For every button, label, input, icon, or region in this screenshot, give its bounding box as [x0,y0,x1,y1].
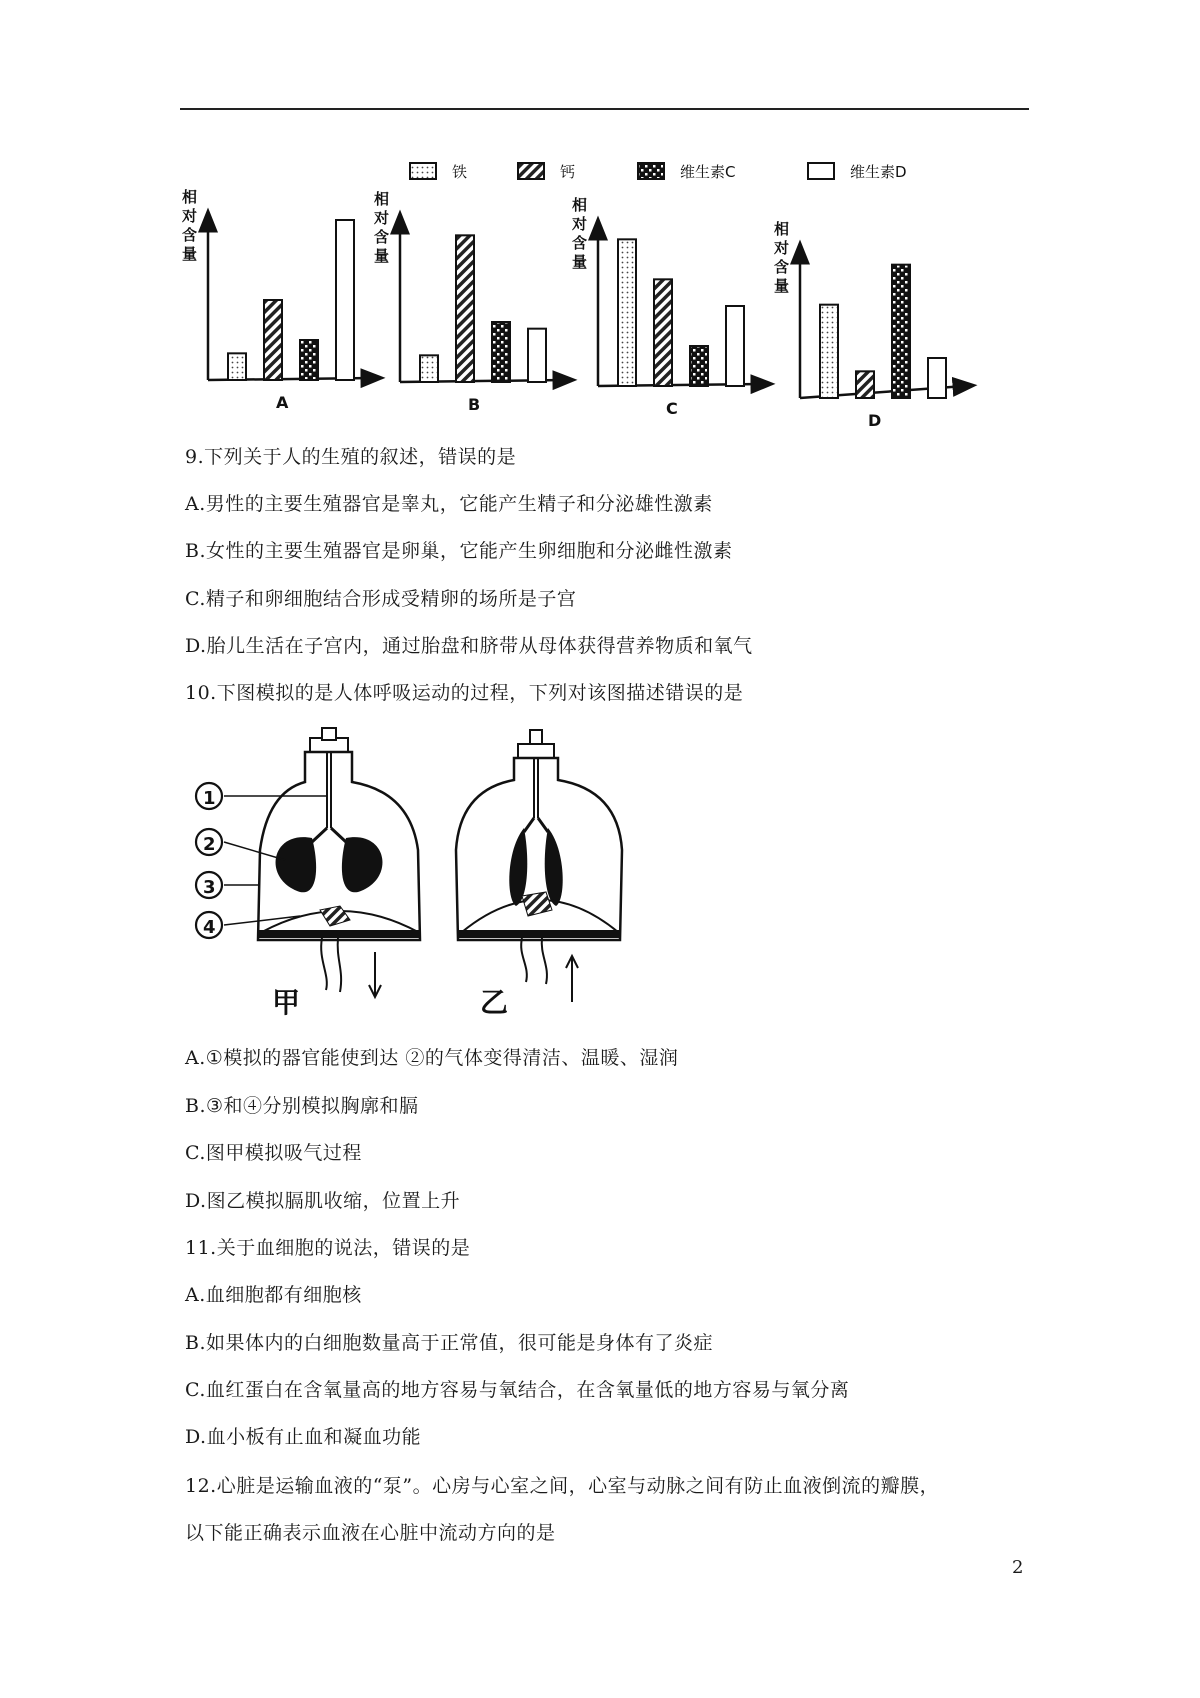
jar-jia [196,728,420,1019]
bar-C-钙 [654,279,672,386]
bar-C-维生素D [726,306,744,386]
bar-A-铁 [228,353,246,380]
chart-panel-C [571,196,763,418]
q9-option-a: A.男性的主要生殖器官是睾丸，它能产生精子和分泌雄性激素 [185,493,713,515]
bar-D-钙 [856,371,874,398]
y-axis-label-char: 对 [572,215,588,233]
bar-B-维生素D [528,329,546,382]
chart-panel-B [373,190,565,414]
legend-swatch-2 [638,163,664,179]
y-axis-label-char: 对 [374,209,390,227]
legend-label-1: 钙 [560,163,576,181]
legend-label-3: 维生素D [850,163,907,181]
y-axis-label-char: 含 [374,228,390,246]
legend-label-0: 铁 [452,163,468,181]
label-1: 1 [203,788,216,809]
bar-B-铁 [420,355,438,382]
bar-D-铁 [820,305,838,398]
chart-panel-D [773,220,965,430]
panel-label-C: C [666,399,678,418]
q11-option-c: C.血红蛋白在含氧量高的地方容易与氧结合，在含氧量低的地方容易与氧分离 [185,1379,850,1401]
bar-D-维生素C [892,265,910,398]
bar-A-维生素C [300,340,318,380]
label-4: 4 [203,917,216,938]
y-axis-label-char: 含 [572,234,588,252]
q10-stem: 10.下图模拟的是人体呼吸运动的过程，下列对该图描述错误的是 [185,682,744,704]
q11-stem: 11.关于血细胞的说法，错误的是 [185,1237,471,1259]
y-axis-label-char: 相 [774,220,790,238]
chart-panel-A [181,188,373,412]
q11-option-a: A.血细胞都有细胞核 [185,1284,362,1306]
caption-yi: 乙 [480,986,509,1019]
y-axis-label-char: 量 [572,253,588,271]
bar-B-钙 [456,235,474,382]
legend-swatch-0 [410,163,436,179]
caption-jia: 甲 [272,986,301,1019]
q10-option-a: A.①模拟的器官能使到达 ②的气体变得清洁、温暖、湿润 [185,1047,679,1069]
y-axis-label-char: 含 [774,258,790,276]
page-number: 2 [1012,1557,1024,1578]
bar-C-铁 [618,239,636,386]
bar-A-钙 [264,300,282,380]
y-axis-label-char: 对 [182,207,198,225]
bar-D-维生素D [928,358,946,398]
q9-option-b: B.女性的主要生殖器官是卵巢，它能产生卵细胞和分泌雌性激素 [185,540,733,562]
panel-label-A: A [276,393,289,412]
legend-label-2: 维生素C [680,163,736,181]
panel-label-B: B [468,395,481,414]
bar-A-维生素D [336,220,354,380]
q12-stem-line2: 以下能正确表示血液在心脏中流动方向的是 [185,1522,556,1544]
y-axis-label-char: 量 [374,247,390,265]
q9-option-d: D.胎儿生活在子宫内，通过胎盘和脐带从母体获得营养物质和氧气 [185,635,753,657]
legend-swatch-3 [808,163,834,179]
chart-legend [410,163,907,181]
q10-option-b: B.③和④分别模拟胸廓和膈 [185,1095,419,1117]
nutrient-bar-charts [0,0,1200,440]
y-axis-label-char: 相 [572,196,588,214]
q9-option-c: C.精子和卵细胞结合形成受精卵的场所是子宫 [185,588,577,610]
y-axis-label-char: 量 [182,245,198,263]
legend-swatch-1 [518,163,544,179]
q10-option-d: D.图乙模拟膈肌收缩，位置上升 [185,1190,461,1212]
bell-jar-diagram [0,720,1200,1040]
y-axis-label-char: 含 [182,226,198,244]
q9-stem: 9.下列关于人的生殖的叙述，错误的是 [185,446,517,468]
q12-stem-line1: 12.心脏是运输血液的“泵”。心房与心室之间，心室与动脉之间有防止血液倒流的瓣膜， [185,1475,940,1497]
y-axis-label-char: 相 [374,190,390,208]
bar-C-维生素C [690,346,708,386]
y-axis-label-char: 对 [774,239,790,257]
q10-option-c: C.图甲模拟吸气过程 [185,1142,362,1164]
bar-B-维生素C [492,322,510,382]
label-3: 3 [203,877,216,898]
jar-yi [456,730,622,1019]
q11-option-d: D.血小板有止血和凝血功能 [185,1426,422,1448]
q11-option-b: B.如果体内的白细胞数量高于正常值，很可能是身体有了炎症 [185,1332,714,1354]
panel-label-D: D [868,411,882,430]
y-axis-label-char: 量 [774,277,790,295]
y-axis-label-char: 相 [182,188,198,206]
label-2: 2 [203,834,216,855]
